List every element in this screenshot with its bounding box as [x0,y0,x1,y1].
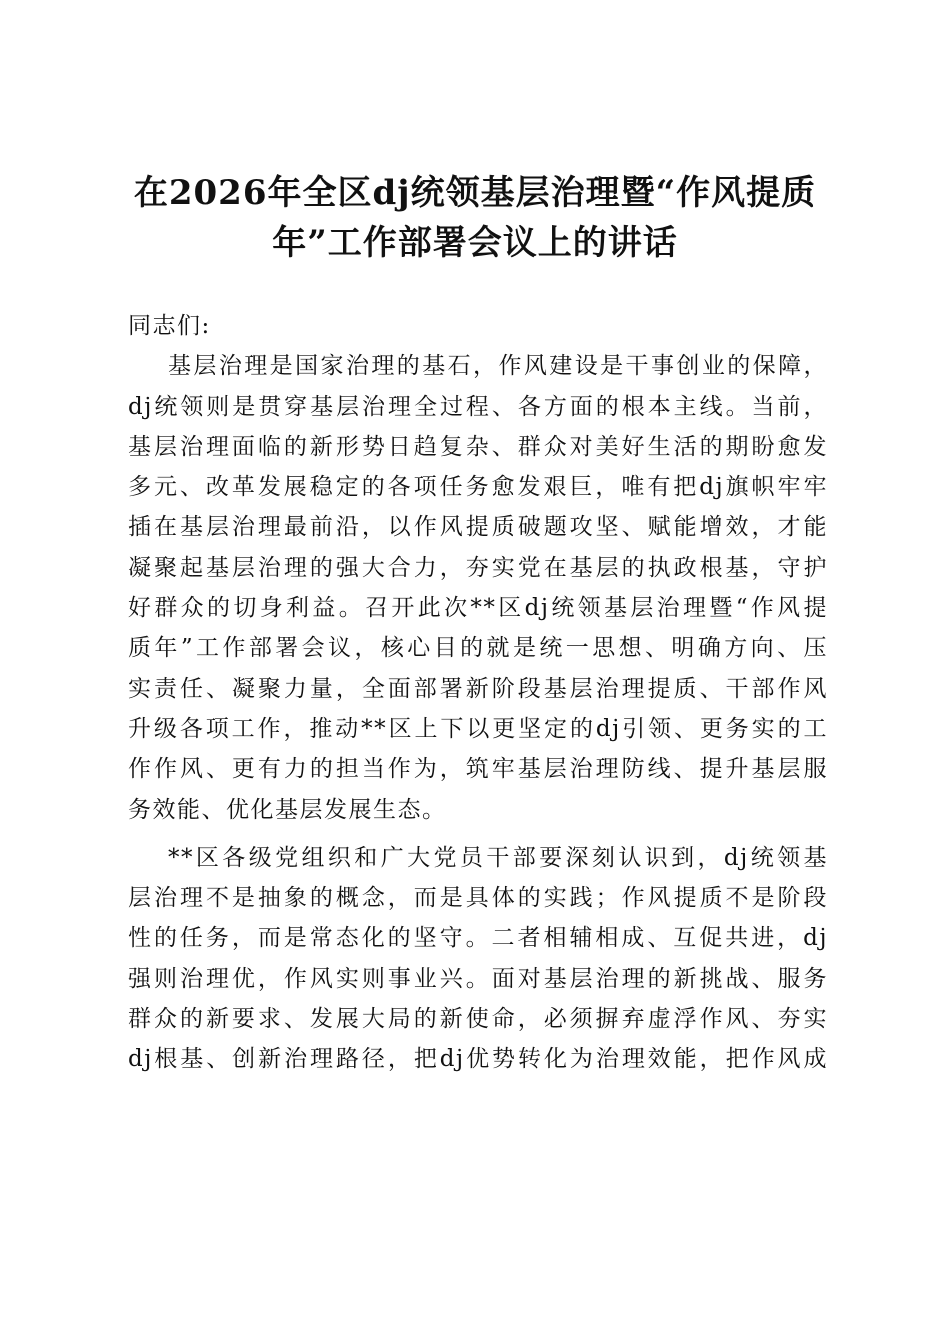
paragraph-line: 群众的新要求、发展大局的新使命，必须摒弃虚浮作风、夯实 [128,1006,828,1033]
paragraph-line: 插在基层治理最前沿，以作风提质破题攻坚、赋能增效，才能 [128,514,828,541]
paragraph-line: 性的任务，而是常态化的坚守。二者相辅相成、互促共进，dj [128,925,828,952]
paragraph-line: 多元、改革发展稳定的各项任务愈发艰巨，唯有把dj旗帜牢牢 [128,474,828,501]
paragraph-line: 作作风、更有力的担当作为，筑牢基层治理防线、提升基层服 [128,756,828,783]
title-line-2: 年”工作部署会议上的讲话 [272,223,678,263]
title-line-1: 在2026年全区dj统领基层治理暨“作风提质 [133,173,817,213]
paragraph-line: dj统领则是贯穿基层治理全过程、各方面的根本主线。当前， [128,393,828,420]
paragraph-line: **区各级党组织和广大党员干部要深刻认识到，dj统领基 [168,844,828,871]
paragraph-line: dj根基、创新治理路径，把dj优势转化为治理效能，把作风成 [128,1046,828,1073]
paragraph-line: 好群众的切身利益。召开此次**区dj统领基层治理暨“作风提 [128,595,828,622]
paragraph-line: 基层治理是国家治理的基石，作风建设是干事创业的保障， [168,353,828,380]
paragraph-2 [128,838,828,1080]
paragraph-line: 基层治理面临的新形势日趋复杂、群众对美好生活的期盼愈发 [128,433,828,460]
paragraph-line: 凝聚起基层治理的强大合力，夯实党在基层的执政根基，守护 [128,554,828,581]
paragraph-line: 质年”工作部署会议，核心目的就是统一思想、明确方向、压 [128,635,828,662]
document-body [128,306,828,1080]
paragraph-line: 层治理不是抽象的概念，而是具体的实践；作风提质不是阶段 [128,885,828,912]
salutation: 同志们: [128,313,211,339]
paragraph-line: 强则治理优，作风实则事业兴。面对基层治理的新挑战、服务 [128,965,828,992]
paragraph-line: 实责任、凝聚力量，全面部署新阶段基层治理提质、干部作风 [128,675,828,702]
paragraph-line: 务效能、优化基层发展生态。 [128,796,447,823]
paragraph-line: 升级各项工作，推动**区上下以更坚定的dj引领、更务实的工 [128,715,828,742]
document-title [110,168,840,268]
paragraph-spacer [128,830,828,838]
paragraph-1 [128,346,828,830]
